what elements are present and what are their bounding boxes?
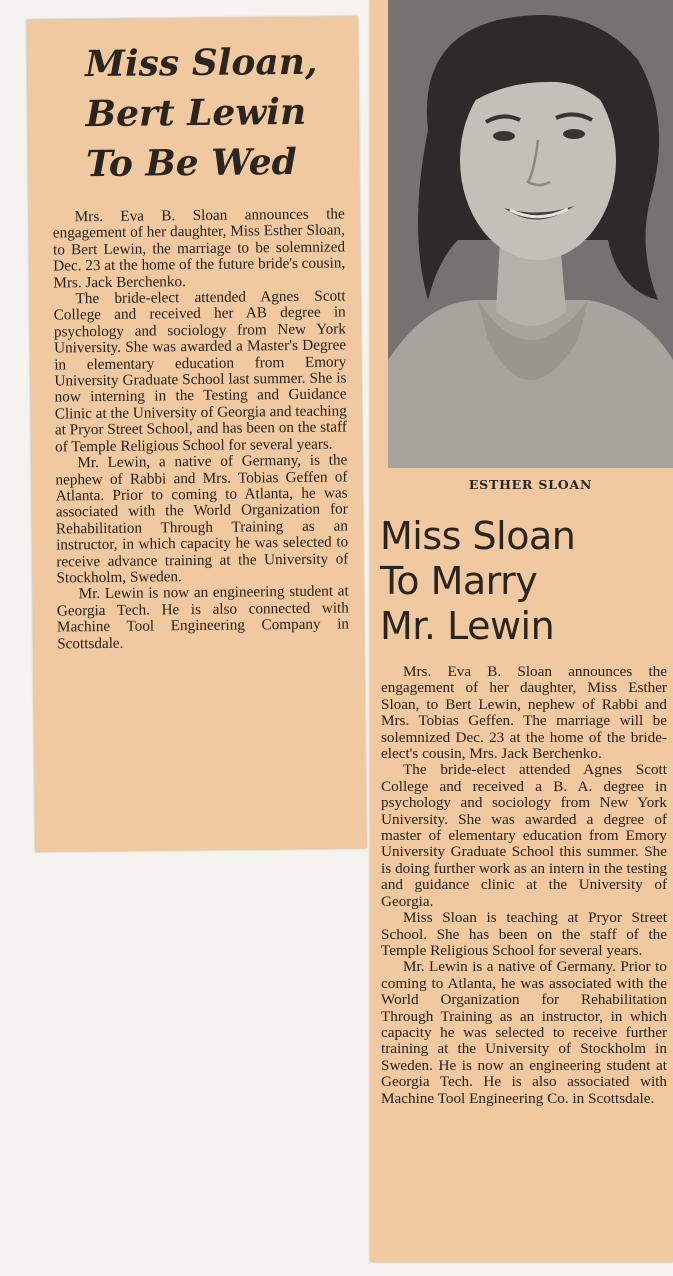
right-article-body bbox=[381, 664, 667, 1107]
left-paragraph: Mr. Lewin is now an engineering student at Georgia Tech. He is also connected with Machine Tool Engineering Company in Scottsdale. bbox=[56, 582, 350, 653]
left-headline-line: Bert Lewin bbox=[85, 90, 307, 136]
right-paragraph: Mrs. Eva B. Sloan announces the engagement of her daughter, Miss Esther Sloan, to Bert Lewin, nephew of Rabbi and Mrs. Tobias Geffen. The marriage will be solemnized Dec. 23 at the home of the bride-elect's cousin, Mrs. Jack Berchenko. bbox=[381, 663, 667, 763]
right-headline bbox=[380, 514, 575, 649]
right-headline-line: To Marry bbox=[380, 559, 538, 603]
left-newspaper-clipping bbox=[27, 16, 367, 851]
right-paragraph: The bride-elect attended Agnes Scott College and received a B. A. degree in psychology and sociology from New York University. She was awarded a degree of master of elementary education from Emory University Graduate School this summer. She is doing further work as an intern in the testing and guidance clinic at the University of Georgia. bbox=[381, 761, 667, 910]
right-headline-line: Miss Sloan bbox=[380, 514, 576, 558]
left-headline-line: Miss Sloan, bbox=[84, 40, 318, 86]
right-paragraph: Mr. Lewin is a native of Germany. Prior to coming to Atlanta, he was associated with the World Organization for Rehabilitation Through Training as an instructor, in which capacity he was selected to receive further training at the University of Stockholm in Sweden. He is now an engineering student at Georgia Tech. He is also associated with Machine Tool Engineering Co. in Scottsdale. bbox=[381, 958, 667, 1107]
right-headline-line: Mr. Lewin bbox=[380, 604, 555, 648]
left-article-body bbox=[53, 206, 350, 652]
left-paragraph: The bride-elect attended Agnes Scott College and received her AB degree in psychology and sociology from New York University. She was awarded a Master's Degree in elementary education from Emory University Graduate School last summer. She is now interning in the Testing and Guidance Clinic at the University of Georgia and teaching at Pryor Street School, and has been on the staff of Temple Religious School for several years. bbox=[53, 287, 348, 456]
left-paragraph: Mr. Lewin, a native of Germany, is the nephew of Rabbi and Mrs. Tobias Geffen of Atlanta. Prior to coming to Atlanta, he was associated with the World Organization for Rehabilitation Through Training as an instructor, in which capacity he was selected to receive advance training at the University of Stockholm, Sweden. bbox=[55, 451, 349, 587]
portrait-photo bbox=[388, 0, 673, 468]
left-paragraph: Mrs. Eva B. Sloan announces the engagement of her daughter, Miss Esther Sloan, to Bert Lewin, the marriage to be solemnized Dec. 23 at the home of the future bride's cousin, Mrs. Jack Berchenko. bbox=[52, 205, 346, 292]
left-headline-line: To Be Wed bbox=[85, 140, 298, 186]
portrait-illustration bbox=[388, 0, 673, 468]
left-headline bbox=[27, 16, 360, 189]
right-newspaper-clipping bbox=[370, 0, 673, 1262]
photo-caption: ESTHER SLOAN bbox=[468, 477, 593, 492]
right-paragraph: Miss Sloan is teaching at Pryor Street School. She has been on the staff of the Temple Religious School for several years. bbox=[381, 909, 667, 959]
